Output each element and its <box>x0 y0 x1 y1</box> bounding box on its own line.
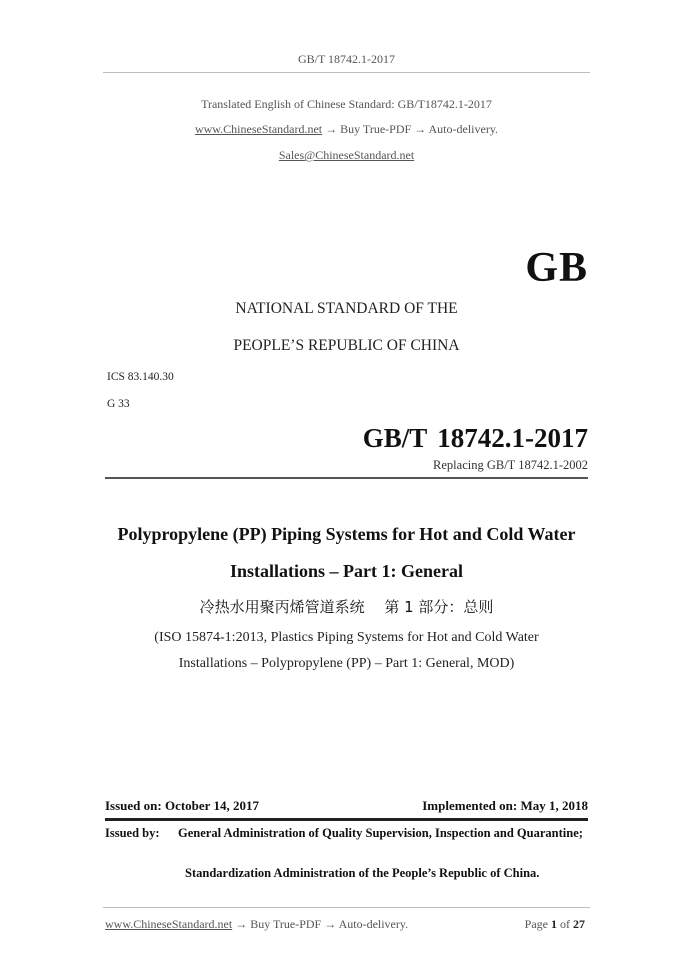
standard-id: 18742.1-2017 <box>437 423 588 453</box>
title-divider <box>105 477 588 479</box>
implemented-date: Implemented on: May 1, 2018 <box>422 798 588 813</box>
sales-email-link[interactable]: Sales@ChineseStandard.net <box>278 148 415 162</box>
page-label: Page <box>524 917 551 931</box>
dates-divider <box>105 818 588 821</box>
title-line-2: Installations – Part 1: General <box>230 561 463 581</box>
translation-links <box>0 122 693 137</box>
page-total: 27 <box>573 917 585 931</box>
email-line <box>0 148 693 163</box>
standard-number <box>363 423 588 454</box>
site-link[interactable]: www.ChineseStandard.net <box>194 122 323 136</box>
iso-reference-line-1: (ISO 15874-1:2013, Plastics Piping Systems for Hot and Cold Water <box>154 630 539 645</box>
footer-divider <box>103 907 590 908</box>
footer-links <box>105 917 408 932</box>
issuing-organization-1: General Administration of Quality Supervision, Inspection and Quarantine; <box>178 826 583 840</box>
ccs-code: G 33 <box>107 398 130 410</box>
footer-site-link[interactable]: www.ChineseStandard.net <box>105 917 233 931</box>
standard-prefix: GB/T <box>362 423 428 453</box>
footer-buy-text: → Buy True-PDF → Auto-delivery. <box>232 917 409 931</box>
chinese-title: 冷热水用聚丙烯管道系统 第 1 部分：总则 <box>199 598 494 616</box>
issued-by-label: Issued by: <box>105 826 160 840</box>
header-divider <box>103 72 590 73</box>
page-current: 1 <box>551 917 557 931</box>
ics-code: ICS 83.140.30 <box>107 371 174 383</box>
replacing-note: Replacing GB/T 18742.1-2002 <box>433 458 588 472</box>
dates-row <box>105 798 588 816</box>
buy-text: → Buy True-PDF → Auto-delivery. <box>322 122 499 136</box>
issuing-organization-2: Standardization Administration of the People’s Republic of China. <box>185 866 540 880</box>
running-header: GB/T 18742.1-2017 <box>297 52 396 66</box>
iso-reference-line-2: Installations – Polypropylene (PP) – Part 1: General, MOD) <box>178 656 515 671</box>
issued-date: Issued on: October 14, 2017 <box>105 798 259 813</box>
national-line-1: NATIONAL STANDARD OF THE <box>235 300 458 317</box>
translation-note: Translated English of Chinese Standard: GB/T18742.1-2017 <box>201 97 492 111</box>
page-of: of <box>557 917 573 931</box>
national-line-2: PEOPLE’S REPUBLIC OF CHINA <box>233 337 460 354</box>
gb-logo-mark: GB <box>525 245 588 291</box>
title-line-1: Polypropylene (PP) Piping Systems for Hot and Cold Water <box>117 524 576 544</box>
page-number <box>525 917 585 932</box>
